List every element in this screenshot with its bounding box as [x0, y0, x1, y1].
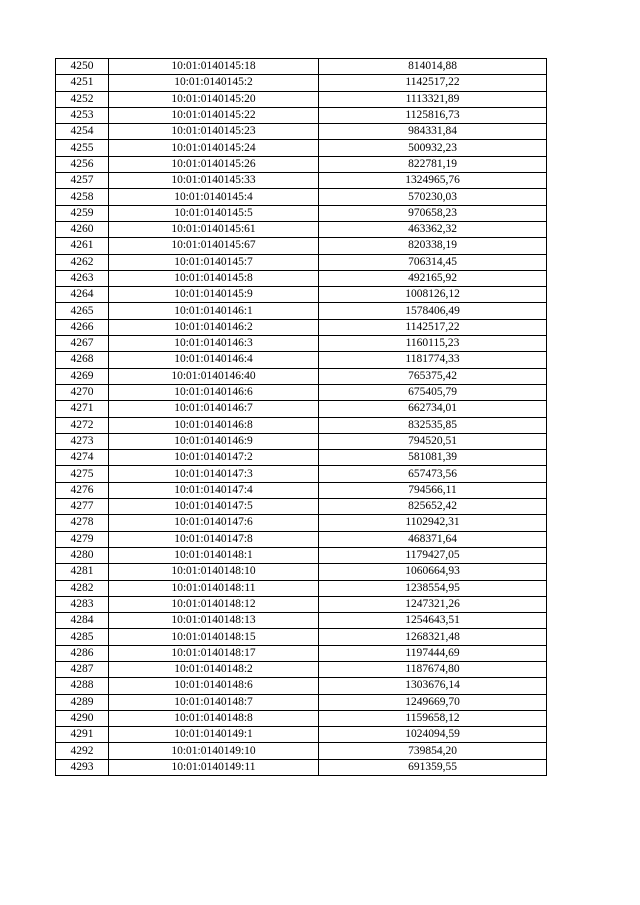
value-cell: 820338,19 [319, 238, 547, 254]
cadastral-number-cell: 10:01:0140149:11 [109, 759, 319, 775]
cadastral-number-cell: 10:01:0140145:8 [109, 270, 319, 286]
value-cell: 1102942,31 [319, 515, 547, 531]
cadastral-number-cell: 10:01:0140146:3 [109, 336, 319, 352]
table-row [56, 270, 547, 286]
cadastral-number-cell: 10:01:0140145:26 [109, 156, 319, 172]
table-row [56, 287, 547, 303]
value-cell: 1159658,12 [319, 710, 547, 726]
row-number-cell: 4286 [56, 645, 109, 661]
table-row [56, 401, 547, 417]
table-row [56, 384, 547, 400]
row-number-cell: 4260 [56, 221, 109, 237]
cadastral-number-cell: 10:01:0140145:61 [109, 221, 319, 237]
value-cell: 1060664,93 [319, 564, 547, 580]
row-number-cell: 4255 [56, 140, 109, 156]
row-number-cell: 4283 [56, 596, 109, 612]
cadastral-number-cell: 10:01:0140145:2 [109, 75, 319, 91]
row-number-cell: 4267 [56, 336, 109, 352]
value-cell: 1160115,23 [319, 336, 547, 352]
cadastral-number-cell: 10:01:0140147:3 [109, 466, 319, 482]
row-number-cell: 4270 [56, 384, 109, 400]
row-number-cell: 4281 [56, 564, 109, 580]
table-row [56, 319, 547, 335]
value-cell: 1268321,48 [319, 629, 547, 645]
value-cell: 691359,55 [319, 759, 547, 775]
table-row [56, 91, 547, 107]
table-row [56, 124, 547, 140]
value-cell: 463362,32 [319, 221, 547, 237]
row-number-cell: 4279 [56, 531, 109, 547]
row-number-cell: 4258 [56, 189, 109, 205]
cadastral-number-cell: 10:01:0140147:5 [109, 499, 319, 515]
value-cell: 739854,20 [319, 743, 547, 759]
value-cell: 1324965,76 [319, 173, 547, 189]
row-number-cell: 4275 [56, 466, 109, 482]
cadastral-number-cell: 10:01:0140148:8 [109, 710, 319, 726]
cadastral-number-cell: 10:01:0140148:15 [109, 629, 319, 645]
table-row [56, 107, 547, 123]
cadastral-number-cell: 10:01:0140148:12 [109, 596, 319, 612]
row-number-cell: 4272 [56, 417, 109, 433]
cadastral-number-cell: 10:01:0140148:11 [109, 580, 319, 596]
row-number-cell: 4263 [56, 270, 109, 286]
value-cell: 1113321,89 [319, 91, 547, 107]
value-cell: 822781,19 [319, 156, 547, 172]
row-number-cell: 4284 [56, 613, 109, 629]
value-cell: 675405,79 [319, 384, 547, 400]
cadastral-number-cell: 10:01:0140145:7 [109, 254, 319, 270]
value-cell: 984331,84 [319, 124, 547, 140]
row-number-cell: 4293 [56, 759, 109, 775]
table-row [56, 645, 547, 661]
cadastral-number-cell: 10:01:0140147:8 [109, 531, 319, 547]
row-number-cell: 4290 [56, 710, 109, 726]
cadastral-number-cell: 10:01:0140145:24 [109, 140, 319, 156]
cadastral-number-cell: 10:01:0140145:4 [109, 189, 319, 205]
table-row [56, 710, 547, 726]
table-row [56, 59, 547, 75]
cadastral-number-cell: 10:01:0140146:1 [109, 303, 319, 319]
cadastral-number-cell: 10:01:0140146:7 [109, 401, 319, 417]
table-row [56, 140, 547, 156]
row-number-cell: 4262 [56, 254, 109, 270]
value-cell: 765375,42 [319, 368, 547, 384]
table-row [56, 499, 547, 515]
cadastral-number-cell: 10:01:0140148:7 [109, 694, 319, 710]
table-row [56, 75, 547, 91]
value-cell: 500932,23 [319, 140, 547, 156]
cadastral-number-cell: 10:01:0140145:18 [109, 59, 319, 75]
value-cell: 662734,01 [319, 401, 547, 417]
value-cell: 1024094,59 [319, 727, 547, 743]
value-cell: 570230,03 [319, 189, 547, 205]
value-cell: 706314,45 [319, 254, 547, 270]
cadastral-number-cell: 10:01:0140146:40 [109, 368, 319, 384]
row-number-cell: 4277 [56, 499, 109, 515]
value-cell: 657473,56 [319, 466, 547, 482]
table-row [56, 482, 547, 498]
row-number-cell: 4254 [56, 124, 109, 140]
value-cell: 1187674,80 [319, 661, 547, 677]
table-row [56, 596, 547, 612]
table-row [56, 678, 547, 694]
row-number-cell: 4287 [56, 661, 109, 677]
row-number-cell: 4268 [56, 352, 109, 368]
value-cell: 1197444,69 [319, 645, 547, 661]
row-number-cell: 4252 [56, 91, 109, 107]
value-cell: 1303676,14 [319, 678, 547, 694]
table-row [56, 417, 547, 433]
row-number-cell: 4291 [56, 727, 109, 743]
cadastral-number-cell: 10:01:0140147:4 [109, 482, 319, 498]
value-cell: 581081,39 [319, 450, 547, 466]
table-row [56, 254, 547, 270]
table-row [56, 221, 547, 237]
cadastral-number-cell: 10:01:0140149:1 [109, 727, 319, 743]
table-row [56, 694, 547, 710]
table-row [56, 531, 547, 547]
value-cell: 814014,88 [319, 59, 547, 75]
value-cell: 825652,42 [319, 499, 547, 515]
cadastral-number-cell: 10:01:0140147:6 [109, 515, 319, 531]
cadastral-number-cell: 10:01:0140148:2 [109, 661, 319, 677]
table-row [56, 173, 547, 189]
table-row [56, 433, 547, 449]
table-row [56, 661, 547, 677]
table-row [56, 205, 547, 221]
row-number-cell: 4288 [56, 678, 109, 694]
value-cell: 1254643,51 [319, 613, 547, 629]
row-number-cell: 4253 [56, 107, 109, 123]
cadastral-number-cell: 10:01:0140149:10 [109, 743, 319, 759]
cadastral-number-cell: 10:01:0140146:2 [109, 319, 319, 335]
row-number-cell: 4265 [56, 303, 109, 319]
cadastral-number-cell: 10:01:0140147:2 [109, 450, 319, 466]
table-row [56, 759, 547, 775]
value-cell: 1238554,95 [319, 580, 547, 596]
table-row [56, 613, 547, 629]
table-row [56, 156, 547, 172]
cadastral-number-cell: 10:01:0140145:23 [109, 124, 319, 140]
cadastral-number-cell: 10:01:0140145:20 [109, 91, 319, 107]
table-row [56, 466, 547, 482]
value-cell: 1125816,73 [319, 107, 547, 123]
row-number-cell: 4280 [56, 547, 109, 563]
value-cell: 1142517,22 [319, 75, 547, 91]
value-cell: 1247321,26 [319, 596, 547, 612]
cadastral-value-table [55, 58, 547, 776]
cadastral-number-cell: 10:01:0140148:13 [109, 613, 319, 629]
table-row [56, 580, 547, 596]
row-number-cell: 4251 [56, 75, 109, 91]
table-body [56, 59, 547, 776]
cadastral-number-cell: 10:01:0140145:22 [109, 107, 319, 123]
row-number-cell: 4282 [56, 580, 109, 596]
cadastral-number-cell: 10:01:0140146:4 [109, 352, 319, 368]
cadastral-number-cell: 10:01:0140148:6 [109, 678, 319, 694]
value-cell: 1142517,22 [319, 319, 547, 335]
table-row [56, 629, 547, 645]
row-number-cell: 4266 [56, 319, 109, 335]
table-row [56, 727, 547, 743]
table-row [56, 352, 547, 368]
cadastral-number-cell: 10:01:0140146:6 [109, 384, 319, 400]
cadastral-number-cell: 10:01:0140145:67 [109, 238, 319, 254]
value-cell: 970658,23 [319, 205, 547, 221]
value-cell: 468371,64 [319, 531, 547, 547]
table-row [56, 515, 547, 531]
row-number-cell: 4285 [56, 629, 109, 645]
row-number-cell: 4264 [56, 287, 109, 303]
value-cell: 1181774,33 [319, 352, 547, 368]
row-number-cell: 4273 [56, 433, 109, 449]
cadastral-number-cell: 10:01:0140148:10 [109, 564, 319, 580]
cadastral-number-cell: 10:01:0140145:33 [109, 173, 319, 189]
row-number-cell: 4259 [56, 205, 109, 221]
value-cell: 794520,51 [319, 433, 547, 449]
row-number-cell: 4274 [56, 450, 109, 466]
value-cell: 1578406,49 [319, 303, 547, 319]
table-row [56, 189, 547, 205]
table-row [56, 238, 547, 254]
row-number-cell: 4261 [56, 238, 109, 254]
table-row [56, 450, 547, 466]
value-cell: 794566,11 [319, 482, 547, 498]
row-number-cell: 4271 [56, 401, 109, 417]
table-row [56, 368, 547, 384]
table-row [56, 547, 547, 563]
cadastral-number-cell: 10:01:0140148:17 [109, 645, 319, 661]
table-row [56, 564, 547, 580]
cadastral-number-cell: 10:01:0140146:9 [109, 433, 319, 449]
row-number-cell: 4256 [56, 156, 109, 172]
cadastral-number-cell: 10:01:0140146:8 [109, 417, 319, 433]
row-number-cell: 4276 [56, 482, 109, 498]
value-cell: 492165,92 [319, 270, 547, 286]
table-row [56, 303, 547, 319]
table-row [56, 743, 547, 759]
cadastral-number-cell: 10:01:0140145:9 [109, 287, 319, 303]
row-number-cell: 4250 [56, 59, 109, 75]
value-cell: 1179427,05 [319, 547, 547, 563]
value-cell: 1249669,70 [319, 694, 547, 710]
value-cell: 1008126,12 [319, 287, 547, 303]
cadastral-number-cell: 10:01:0140148:1 [109, 547, 319, 563]
value-cell: 832535,85 [319, 417, 547, 433]
row-number-cell: 4278 [56, 515, 109, 531]
row-number-cell: 4257 [56, 173, 109, 189]
row-number-cell: 4269 [56, 368, 109, 384]
table-row [56, 336, 547, 352]
row-number-cell: 4292 [56, 743, 109, 759]
row-number-cell: 4289 [56, 694, 109, 710]
cadastral-number-cell: 10:01:0140145:5 [109, 205, 319, 221]
